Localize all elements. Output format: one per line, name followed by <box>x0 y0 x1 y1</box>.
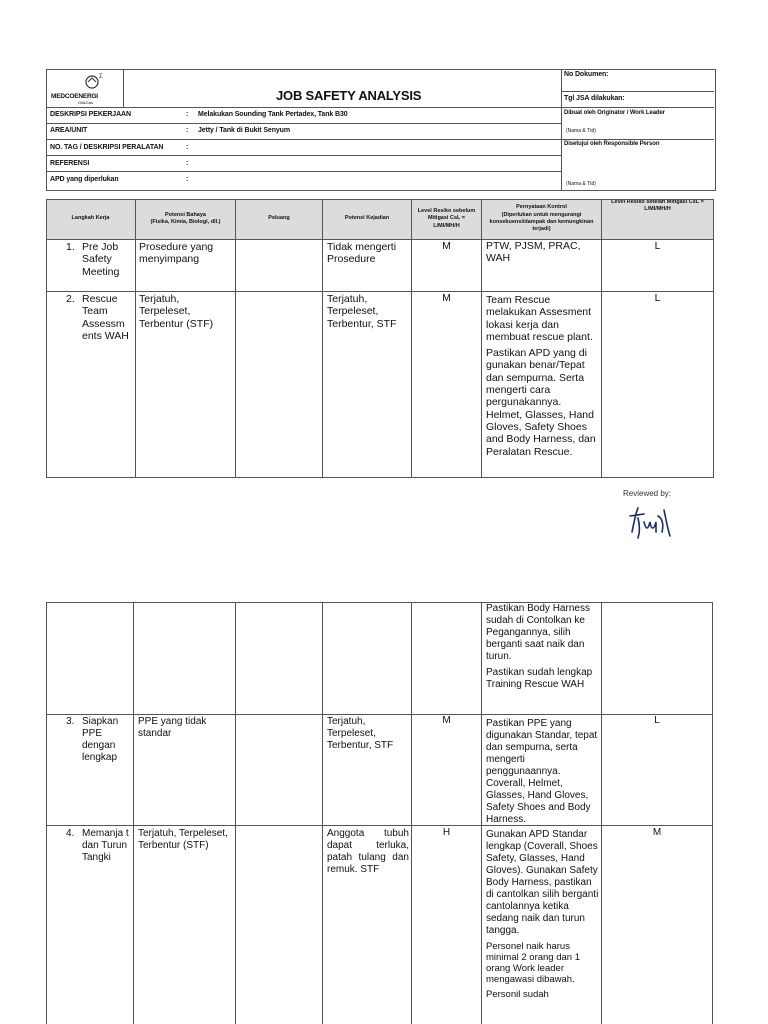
step-langkah: Rescue Team Assessm ents WAH <box>82 293 129 342</box>
signature-icon <box>626 502 674 542</box>
level-before: M <box>442 240 451 252</box>
header-rule <box>46 107 561 108</box>
field-sep: : <box>186 111 189 118</box>
reviewer-signature <box>626 502 674 547</box>
level-after: L <box>654 715 660 726</box>
step-kontrol: Pastikan PPE yang digunakan Standar, tepat dan sempurna, serta mengerti penggunaannya. Coverall, Helmet, Glasses, Hand Gloves, Safety Shoes and Body Harness. <box>486 718 598 825</box>
kontrol-paragraph: Pastikan APD yang di gunakan benar/Tepat dan sempurna. Serta mengerti cara pergunakannya. Helmet, Glasses, Hand Gloves, Safety Shoes and Body Harness, dan Peralatan Rescue. <box>486 347 596 458</box>
table-rule <box>46 602 713 603</box>
step-langkah: Memanja t dan Turun Tangki <box>82 828 129 863</box>
table-col-line <box>481 602 482 1024</box>
step-kejadian: Terjatuh, Terpeleset, Terbentur, STF <box>327 716 394 751</box>
header-rule <box>46 139 561 140</box>
kontrol-paragraph: Gunakan APD Standar lengkap (Coverall, Shoes Safety, Glasses, Hand Gloves). Gunakan Safety Body Harness, pastikan di cantolkan silih berganti cantolannya ketika sedang naik dan turun tangga. <box>486 829 599 936</box>
kontrol-paragraph: Personil sudah <box>486 989 549 1000</box>
step-kejadian: Tidak mengerti Prosedure <box>327 241 397 266</box>
logo-text: MEDCOENERGI <box>51 93 98 100</box>
step-langkah: Siapkan PPE dengan lengkap <box>82 716 119 763</box>
field-sep: : <box>186 160 189 167</box>
kontrol-paragraph: Personel naik harus minimal 2 orang dan 1 orang Work leader mengawasi dibawah. <box>486 941 580 985</box>
page-title: JOB SAFETY ANALYSIS <box>276 88 422 103</box>
step-number: 2. <box>66 293 75 305</box>
header-rule <box>561 91 714 92</box>
step-kontrol: PTW, PJSM, PRAC, WAH <box>486 240 581 265</box>
logo-divider <box>123 69 124 107</box>
header-rule <box>561 107 714 108</box>
table-rule <box>46 477 714 478</box>
col-header-level-setelah: Level Resiko setelah Mitigasi CsL = L/MI/MH/H <box>602 199 713 239</box>
step-kontrol <box>486 829 599 1004</box>
table-col-line <box>322 199 323 478</box>
table-col-line <box>322 602 323 1024</box>
level-after: L <box>654 240 661 252</box>
step-kejadian: Terjatuh, Terpeleset, Terbentur, STF <box>327 293 397 330</box>
table-col-line <box>46 199 47 478</box>
col-header-langkah: Langkah Kerja <box>46 199 135 239</box>
header-rule <box>46 155 561 156</box>
kontrol-paragraph: Pastikan sudah lengkap Training Rescue WAH <box>486 667 593 690</box>
step-langkah: Pre Job Safety Meeting <box>82 241 120 278</box>
field-sep: : <box>186 127 189 134</box>
level-before: M <box>442 292 451 304</box>
reviewed-by-label: Reviewed by: <box>623 489 672 498</box>
no-dokumen-label: No Dokumen: <box>564 71 609 78</box>
field-value-area: Jetty / Tank di Bukit Senyum <box>198 127 290 134</box>
header-rule <box>46 123 561 124</box>
kontrol-paragraph: Pastikan Body Harness sudah di Contolkan ke Pegangannya, silih berganti saat naik dan turun. <box>486 603 590 662</box>
step-bahaya: Prosedure yang menyimpang <box>139 241 214 266</box>
level-before: M <box>442 715 451 726</box>
table-col-line <box>712 602 713 1024</box>
step-kontrol <box>486 294 600 462</box>
svg-text:Σ: Σ <box>99 74 103 80</box>
field-label-apd: APD yang diperlukan <box>50 176 119 183</box>
field-value-deskripsi: Melakukan Sounding Tank Pertadex, Tank B30 <box>198 111 348 118</box>
field-label-referensi: REFERENSI <box>50 160 90 167</box>
header-rule <box>46 171 561 172</box>
table-rule <box>46 825 713 826</box>
table-col-line <box>46 602 47 1024</box>
level-after: M <box>652 827 662 838</box>
field-sep: : <box>186 144 189 151</box>
table-col-line <box>133 602 134 1024</box>
field-sep: : <box>186 176 189 183</box>
step-number: 3. <box>66 716 75 727</box>
header-divider <box>561 69 562 190</box>
table-col-line <box>135 199 136 478</box>
col-header-pernyataan: Pernyataan Kontrol (Diperlukan untuk mengurangi konsekuensi/dampak dan kemungkinan terjadi) <box>482 199 601 239</box>
logo-subtext: Oil&Gas <box>78 100 93 105</box>
step-bahaya: Terjatuh, Terpeleset, Terbentur (STF) <box>139 293 214 330</box>
tgl-jsa-label: Tgl JSA dilakukan: <box>564 95 625 102</box>
table-col-line <box>235 602 236 1024</box>
col-header-level-sebelum: Level Resiko sebelum Mitigasi CsL = L/MI/MH/H <box>412 199 481 239</box>
table-col-line <box>235 199 236 478</box>
table-col-line <box>713 199 714 478</box>
col-header-potensi-kejadian: Potensi Kejadian <box>323 199 411 239</box>
nama-ttd-1: (Nama & Ttd) <box>566 128 596 134</box>
step-bahaya: Terjatuh, Terpeleset, Terbentur (STF) <box>138 828 228 851</box>
header-rule <box>561 139 714 140</box>
step-bahaya: PPE yang tidak standar <box>138 716 207 739</box>
field-label-area: AREA/UNIT <box>50 127 88 134</box>
step-kejadian: Anggota tubuh dapat terluka, patah tulang dan remuk. STF <box>327 828 409 875</box>
col-header-peluang: Peluang <box>236 199 322 239</box>
kontrol-paragraph: Team Rescue melakukan Assesment lokasi kerja dan membuat rescue plant. <box>486 294 593 343</box>
table-col-line <box>601 602 602 1024</box>
field-label-deskripsi: DESKRIPSI PEKERJAAN <box>50 111 131 118</box>
step-number: 4. <box>66 828 75 839</box>
disetujui-oleh-label: Disetujui oleh Responsible Person <box>564 141 660 147</box>
field-label-tag: NO. TAG / DESKRIPSI PERALATAN <box>50 144 164 151</box>
table-rule <box>46 199 714 200</box>
step-number: 1. <box>66 241 75 253</box>
step-kontrol <box>486 603 598 695</box>
dibuat-oleh-label: Dibuat oleh Originator / Work Leader <box>564 110 665 116</box>
col-header-potensi-bahaya: Potensi Bahaya (Fisika, Kimia, Biologi, dll.) <box>136 199 235 239</box>
level-before: H <box>442 827 451 838</box>
table-col-line <box>411 602 412 1024</box>
level-after: L <box>654 292 661 304</box>
nama-ttd-2: (Nama & Ttd) <box>566 181 596 187</box>
table-col-line <box>481 199 482 478</box>
